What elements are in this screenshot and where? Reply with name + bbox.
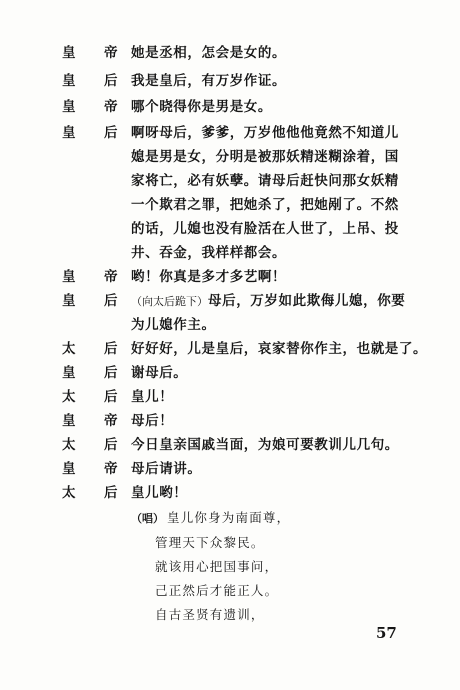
spoken-text: 母后，万岁如此欺侮儿媳，你要 (208, 293, 406, 309)
dialogue-text (131, 268, 286, 286)
dialogue-text (131, 148, 399, 166)
speaker-char-1: 皇 (62, 73, 76, 89)
verse-line (155, 583, 278, 599)
spoken-text: 皇儿！ (131, 389, 174, 405)
verse-line (155, 559, 278, 575)
speaker-char-2: 帝 (104, 461, 118, 477)
verse-text: 管理天下众黎民。 (155, 535, 265, 550)
speaker-char-2: 后 (104, 293, 118, 309)
verse-line (131, 510, 290, 527)
spoken-text: 她是丞相，怎会是女的。 (131, 45, 287, 61)
page-number: 57 (376, 624, 397, 642)
speaker-char-2: 后 (104, 437, 118, 453)
speaker-char-1: 皇 (62, 125, 76, 141)
dialogue-text (131, 172, 399, 190)
speaker-char-2: 后 (104, 73, 118, 89)
speaker-char-1: 皇 (62, 293, 76, 309)
dialogue-text (131, 220, 399, 238)
verse-text: 就该用心把国事问， (155, 559, 279, 574)
dialogue-text (131, 72, 286, 90)
spoken-text: 井、吞金，我样样都会。 (131, 245, 287, 261)
speaker-char-1: 皇 (62, 45, 76, 61)
spoken-text: 今日皇亲国戚当面，为娘可要教训儿几句。 (131, 437, 399, 453)
verse-text: 自古圣贤有遗训， (155, 607, 265, 622)
speaker-char-2: 帝 (104, 45, 118, 61)
speaker-char-2: 帝 (104, 269, 118, 285)
spoken-text: 我是皇后，有万岁作证。 (131, 73, 287, 89)
dialogue-text (131, 340, 427, 358)
speaker-char-2: 后 (104, 485, 118, 501)
speaker-char-1: 太 (62, 341, 76, 357)
spoken-text: 家将亡，必有妖孽。请母后赶快问那女妖精 (131, 173, 399, 189)
dialogue-text (131, 460, 202, 478)
dialogue-text (131, 98, 272, 116)
dialogue-text (131, 196, 399, 214)
dialogue-text (131, 388, 173, 406)
speaker-char-1: 太 (62, 389, 76, 405)
verse-line (155, 535, 265, 551)
speaker-char-2: 帝 (104, 413, 118, 429)
spoken-text: 媳是男是女，分明是被那妖精迷糊涂着，国 (131, 149, 399, 165)
speaker-char-1: 皇 (62, 99, 76, 115)
spoken-text: 为儿媳作主。 (131, 317, 216, 333)
spoken-text: 皇儿哟！ (131, 485, 188, 501)
spoken-text: 母后请讲。 (131, 461, 202, 477)
speaker-char-1: 皇 (62, 461, 76, 477)
spoken-text: 哪个晓得你是男是女。 (131, 99, 272, 115)
spoken-text: 哟！你真是多才多艺啊！ (131, 269, 287, 285)
dialogue-text (131, 484, 187, 502)
spoken-text: 好好好，儿是皇后，哀家替你作主，也就是了。 (131, 341, 428, 357)
verse-text: 己正然后才能正人。 (155, 583, 279, 598)
spoken-text: 的话，儿媳也没有脸活在人世了，上吊、投 (131, 221, 399, 237)
speaker-char-2: 帝 (104, 99, 118, 115)
speaker-char-2: 后 (104, 389, 118, 405)
sing-marker: （唱） (131, 512, 164, 525)
speaker-char-1: 太 (62, 485, 76, 501)
stage-direction: （向太后跪下） (131, 295, 208, 308)
spoken-text: 母后！ (131, 413, 174, 429)
spoken-text: 谢母后。 (131, 365, 188, 381)
dialogue-text (131, 436, 399, 454)
dialogue-text (131, 292, 405, 311)
verse-text: 皇儿你身为南面尊， (167, 510, 291, 525)
dialogue-text (131, 412, 173, 430)
speaker-char-1: 皇 (62, 365, 76, 381)
speaker-char-2: 后 (104, 365, 118, 381)
speaker-char-1: 太 (62, 437, 76, 453)
speaker-char-1: 皇 (62, 413, 76, 429)
spoken-text: 一个欺君之罪，把她杀了，把她剐了。不然 (131, 197, 399, 213)
speaker-char-2: 后 (104, 125, 118, 141)
verse-line (155, 607, 265, 623)
dialogue-text (131, 244, 286, 262)
spoken-text: 啊呀母后，爹爹，万岁他他他竟然不知道儿 (131, 125, 399, 141)
speaker-char-2: 后 (104, 341, 118, 357)
dialogue-text (131, 124, 399, 142)
dialogue-text (131, 44, 286, 62)
dialogue-text (131, 316, 216, 334)
dialogue-text (131, 364, 187, 382)
speaker-char-1: 皇 (62, 269, 76, 285)
